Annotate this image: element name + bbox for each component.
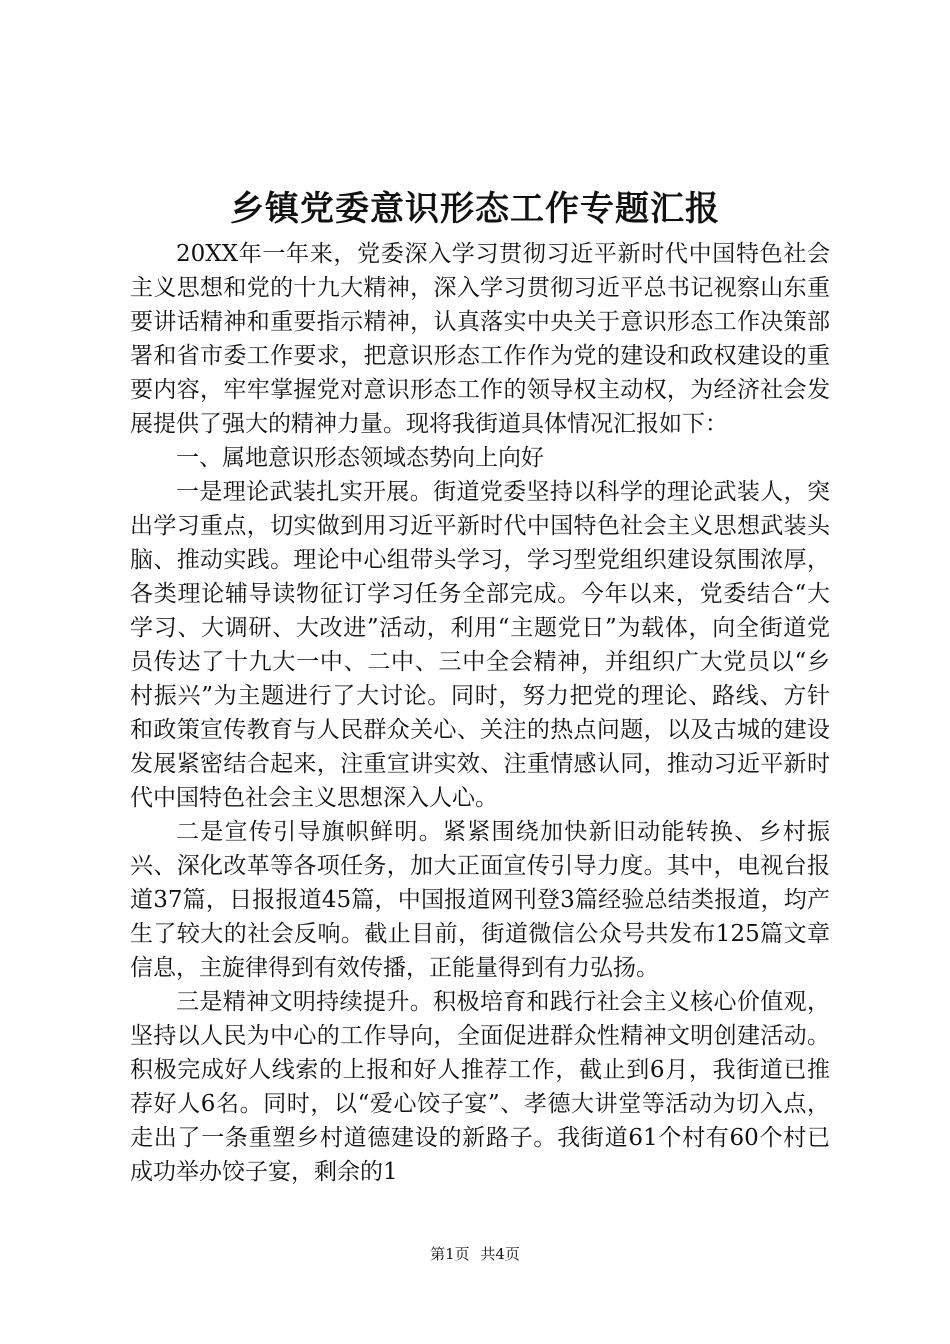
page-footer (0, 1244, 950, 1264)
paragraph-theory: 一是理论武装扎实开展。街道党委坚持以科学的理论武装人，突出学习重点，切实做到用习近平新时代中国特色社会主义思想武装头脑、推动实践。理论中心组带头学习，学习型党组织建设氛围浓厚，各类理论辅导读物征订学习任务全部完成。今年以来，党委结合“大学习、大调研、大改进”活动，利用“主题党日”为载体，向全街道党员传达了十九大一中、二中、三中全会精神，并组织广大党员以“乡村振兴”为主题进行了大讨论。同时，努力把党的理论、路线、方针和政策宣传教育与人民群众关心、关注的热点问题，以及古城的建设发展紧密结合起来，注重宣讲实效、注重情感认同，推动习近平新时代中国特色社会主义思想深入人心。 (130, 479, 830, 811)
section-heading: 一、属地意识形态领域态势向上向好 (176, 445, 544, 471)
paragraph-publicity: 二是宣传引导旗帜鲜明。紧紧围绕加快新旧动能转换、乡村振兴、深化改革等各项任务，加大正面宣传引导力度。其中，电视台报道37篇，日报报道45篇，中国报道网刊登3篇经验总结类报道，均产生了较大的社会反响。截止目前，街道微信公众号共发布125篇文章信息，主旋律得到有效传播，正能量得到有力弘扬。 (130, 819, 830, 981)
document-body (130, 237, 830, 1189)
paragraph-civilization: 三是精神文明持续提升。积极培育和践行社会主义核心价值观，坚持以人民为中心的工作导向，全面促进群众性精神文明创建活动。积极完成好人线索的上报和好人推荐工作，截止到6月，我街道已推荐好人6名。同时，以“爱心饺子宴”、孝德大讲堂等活动为切入点，走出了一条重塑乡村道德建设的新路子。我街道61个村有60个村已成功举办饺子宴，剩余的1 (130, 989, 830, 1185)
page-total: 共4页 (480, 1245, 520, 1263)
page-number: 第1页 (430, 1245, 470, 1263)
intro-paragraph: 20XX年一年来，党委深入学习贯彻习近平新时代中国特色社会主义思想和党的十九大精神，深入学习贯彻习近平总书记视察山东重要讲话精神和重要指示精神，认真落实中央关于意识形态工作决策部署和省市委工作要求，把意识形态工作作为党的建设和政权建设的重要内容，牢牢掌握党对意识形态工作的领导权主动权，为经济社会发展提供了强大的精神力量。现将我街道具体情况汇报如下： (130, 241, 830, 437)
document-title: 乡镇党委意识形态工作专题汇报 (230, 189, 720, 229)
